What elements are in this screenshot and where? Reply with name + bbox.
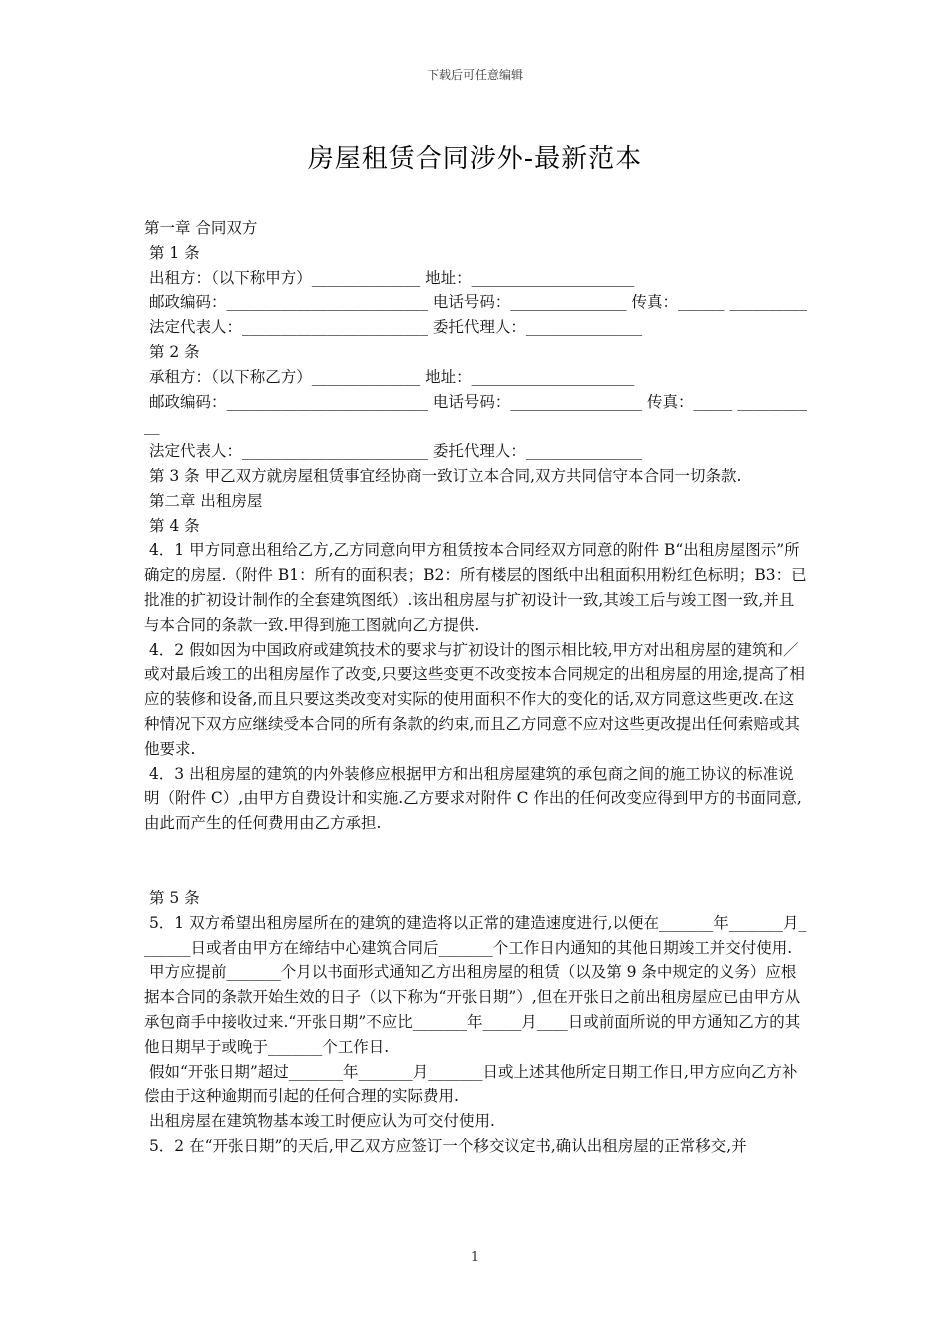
page-number: 1 (470, 1250, 480, 1265)
paragraph: 出租方：（以下称甲方）______________ 地址：_____________________ (144, 268, 635, 287)
blank-gap (144, 836, 808, 886)
paragraph: 甲方应提前_______个月以书面形式通知乙方出租房屋的租赁（以及第 9 条中规定的义务）应根据本合同的条款开始生效的日子（以下称为“开张日期”）,但在开张日之前出租房屋应已由甲方从承包商手中接收过来.“开张日期”不应比_______年_____月____日或前面所说的甲方通知乙方的其他日期早于或晚于_______个工作日. (144, 963, 801, 1056)
article-heading: 第 5 条 (144, 888, 200, 907)
paragraph: 法定代表人：________________________ 委托代理人：_______________ (144, 442, 643, 461)
paragraph: 第 3 条 甲乙双方就房屋租赁事宜经协商一致订立本合同,双方共同信守本合同一切条款. (144, 466, 742, 485)
paragraph: 5．2 在“开张日期”的天后,甲乙双方应签订一个移交议定书,确认出租房屋的正常移交,并 (144, 1136, 747, 1155)
article-heading: 第 1 条 (144, 243, 200, 262)
paragraph: 5．1 双方希望出租房屋所在的建筑的建造将以正常的建造速度进行,以便在_______年_______月_______日或者由甲方在缔结中心建筑合同后_______个工作日内通知的其他日期竣工并交付使用. (144, 913, 807, 957)
paragraph: 4．3 出租房屋的建筑的内外装修应根据甲方和出租房屋建筑的承包商之间的施工协议的标准说明（附件 C）,由甲方自费设计和实施.乙方要求对附件 C 作出的任何改变应得到甲方的书面同意,由此而产生的任何费用由乙方承担. (144, 764, 802, 833)
document-title: 房屋租赁合同涉外-最新范本 (307, 144, 643, 174)
paragraph: 邮政编码：__________________________ 电话号码：_________________ 传真：_____ ___________ (144, 392, 807, 436)
paragraph: 4．1 甲方同意出租给乙方,乙方同意向甲方租赁按本合同经双方同意的附件 B“出租房屋图示”所确定的房屋.（附件 B1：所有的面积表；B2：所有楼层的图纸中出租面积用粉红色标明；B3：已批准的扩初设计制作的全套建筑图纸）.该出租房屋与扩初设计一致,其竣工后与竣工图一致,并且与本合同的条款一致.甲得到施工图就向乙方提供. (144, 541, 807, 634)
paragraph: 出租房屋在建筑物基本竣工时便应认为可交付使用. (144, 1112, 495, 1131)
chapter-heading: 第一章 合同双方 (144, 219, 258, 237)
document-body (144, 216, 808, 1159)
chapter-heading: 第二章 出租房屋 (144, 491, 263, 510)
paragraph: 法定代表人：________________________ 委托代理人：_______________ (144, 318, 643, 337)
paragraph: 邮政编码：__________________________ 电话号码：_______________ 传真：______ __________ (144, 293, 807, 312)
header-note: 下载后可任意编辑 (426, 68, 523, 82)
paragraph: 承租方：（以下称乙方）______________ 地址：_____________________ (144, 367, 635, 386)
article-heading: 第 4 条 (144, 516, 200, 535)
paragraph: 假如“开张日期”超过_______年_______月_______日或上述其他所定日期工作日,甲方应向乙方补偿由于这种逾期而引起的任何合理的实际费用. (144, 1062, 798, 1106)
article-heading: 第 2 条 (144, 342, 200, 361)
paragraph: 4．2 假如因为中国政府或建筑技术的要求与扩初设计的图示相比较,甲方对出租房屋的建筑和／或对最后竣工的出租房屋作了改变,只要这些变更不改变按本合同规定的出租房屋的用途,提高了相应的装修和设备,而且只要这类改变对实际的使用面积不作大的变化的话,双方同意这些更改.在这种情况下双方应继续受本合同的所有条款的约束,而且乙方同意不应对这些更改提出任何索赔或其他要求. (144, 640, 805, 758)
